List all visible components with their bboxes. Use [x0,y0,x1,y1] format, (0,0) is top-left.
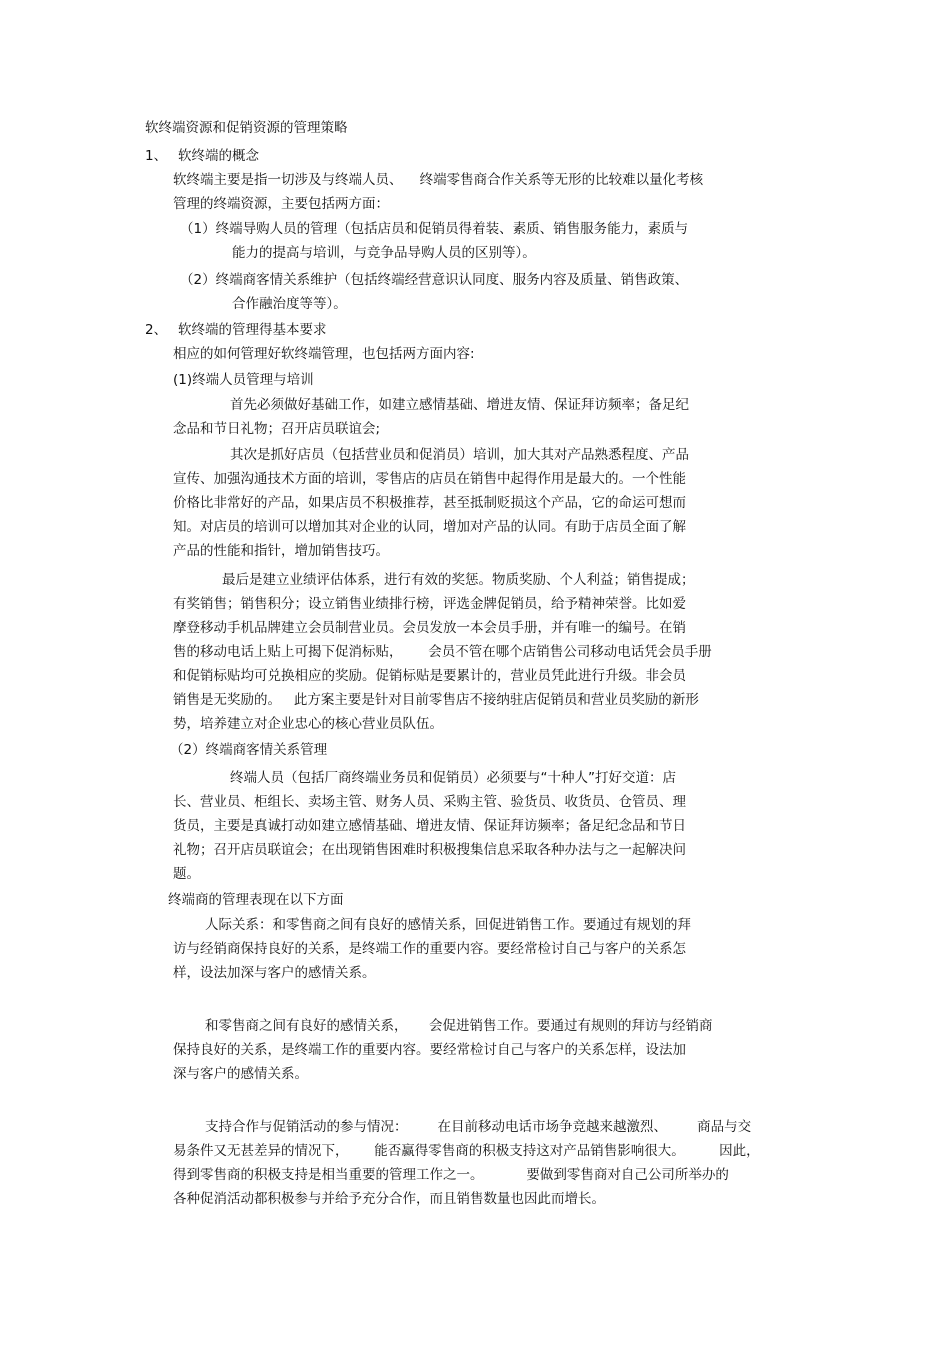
subsection-1-line: 和促销标贴均可兑换相应的奖励。促销标贴是要累计的，营业员凭此进行升级。非会员 [173,668,686,684]
section-2-heading: 软终端的管理得基本要求 [178,322,327,338]
section-1-item-1-line: （1）终端导购人员的管理（包括店员和促销员得着装、素质、销售服务能力，素质与 [180,221,689,237]
management-line: 样，设法加深与客户的感情关系。 [173,965,376,981]
subsection-1-line: 产品的性能和指针，增加销售技巧。 [173,543,389,559]
management-heading: 终端商的管理表现在以下方面 [168,892,344,908]
paragraph-c-line: 支持合作与促销活动的参与情况： 在目前移动电话市场争竞越来越激烈、 商品与交 [205,1119,752,1135]
section-1-item-2-line: （2）终端商客情关系维护（包括终端经营意识认同度、服务内容及质量、销售政策、 [180,272,689,288]
subsection-1-line: 念品和节日礼物；召开店员联谊会; [173,421,381,437]
section-1-paragraph-line: 软终端主要是指一切涉及与终端人员、 终端零售商合作关系等无形的比较难以量化考核 [173,172,704,188]
paragraph-c-line: 易条件又无甚差异的情况下， 能否赢得零售商的积极支持这对产品销售影响很大。 因此， [173,1143,760,1159]
subsection-2-heading: （2）终端商客情关系管理 [170,742,328,758]
subsection-1-line: 摩登移动手机品牌建立会员制营业员。会员发放一本会员手册，并有唯一的编号。在销 [173,620,686,636]
subsection-1-line: 最后是建立业绩评估体系，进行有效的奖惩。物质奖励、个人利益；销售提成； [222,572,695,588]
subsection-1-line: 有奖销售；销售积分；设立销售业绩排行榜，评选金牌促销员，给予精神荣誉。比如爱 [173,596,686,612]
management-line: 访与经销商保持良好的关系，是终端工作的重要内容。要经常检讨自己与客户的关系怎 [173,941,686,957]
subsection-2-line: 礼物；召开店员联谊会；在出现销售困难时积极搜集信息采取各种办法与之一起解决问 [173,842,686,858]
subsection-1-line: 价格比非常好的产品，如果店员不积极推荐，甚至抵制贬损这个产品，它的命运可想而 [173,495,686,511]
management-line: 人际关系：和零售商之间有良好的感情关系，回促进销售工作。要通过有规划的拜 [205,917,691,933]
paragraph-b-line: 保持良好的关系，是终端工作的重要内容。要经常检讨自己与客户的关系怎样，设法加 [173,1042,686,1058]
subsection-1-line: 宣传、加强沟通技术方面的培训，零售店的店员在销售中起得作用是最大的。一个性能 [173,471,686,487]
subsection-2-line: 终端人员（包括厂商终端业务员和促销员）必须要与“十种人”打好交道：店 [230,770,676,786]
paragraph-b-line: 深与客户的感情关系。 [173,1066,308,1082]
section-2-number: 2、 [145,322,168,338]
section-1-paragraph-line: 管理的终端资源，主要包括两方面： [173,196,389,212]
section-1-heading: 软终端的概念 [178,148,259,164]
section-1-number: 1、 [145,148,168,164]
paragraph-c-line: 得到零售商的积极支持是相当重要的管理工作之一。 要做到零售商对自己公司所举办的 [173,1167,729,1183]
subsection-1-line: 销售是无奖励的。 此方案主要是针对目前零售店不接纳驻店促销员和营业员奖励的新形 [173,692,699,708]
paragraph-b-line: 和零售商之间有良好的感情关系， 会促进销售工作。要通过有规则的拜访与经销商 [205,1018,713,1034]
section-2-intro: 相应的如何管理好软终端管理，也包括两方面内容: [173,346,475,362]
subsection-1-heading: (1)终端人员管理与培训 [173,372,314,388]
subsection-1-line: 知。对店员的培训可以增加其对企业的认同，增加对产品的认同。有助于店员全面了解 [173,519,686,535]
document-title: 软终端资源和促销资源的管理策略 [145,120,348,136]
subsection-1-line: 势，培养建立对企业忠心的核心营业员队伍。 [173,716,443,732]
subsection-1-line: 售的移动电话上贴上可揭下促消标贴， 会员不管在哪个店销售公司移动电话凭会员手册 [173,644,712,660]
paragraph-c-line: 各种促消活动都积极参与并给予充分合作，而且销售数量也因此而增长。 [173,1191,605,1207]
subsection-1-line: 首先必须做好基础工作，如建立感情基础、增进友情、保证拜访频率；备足纪 [230,397,689,413]
section-1-item-2-line: 合作融治度等等）。 [232,296,347,312]
subsection-1-line: 其次是抓好店员（包括营业员和促消员）培训，加大其对产品熟悉程度、产品 [230,447,689,463]
subsection-2-line: 货员，主要是真诚打动如建立感情基础、增进友情、保证拜访频率；备足纪念品和节日 [173,818,686,834]
subsection-2-line: 题。 [173,866,200,882]
section-1-item-1-line: 能力的提高与培训，与竞争品导购人员的区别等）。 [232,245,536,261]
subsection-2-line: 长、营业员、柜组长、卖场主管、财务人员、采购主管、验货员、收货员、仓管员、理 [173,794,686,810]
